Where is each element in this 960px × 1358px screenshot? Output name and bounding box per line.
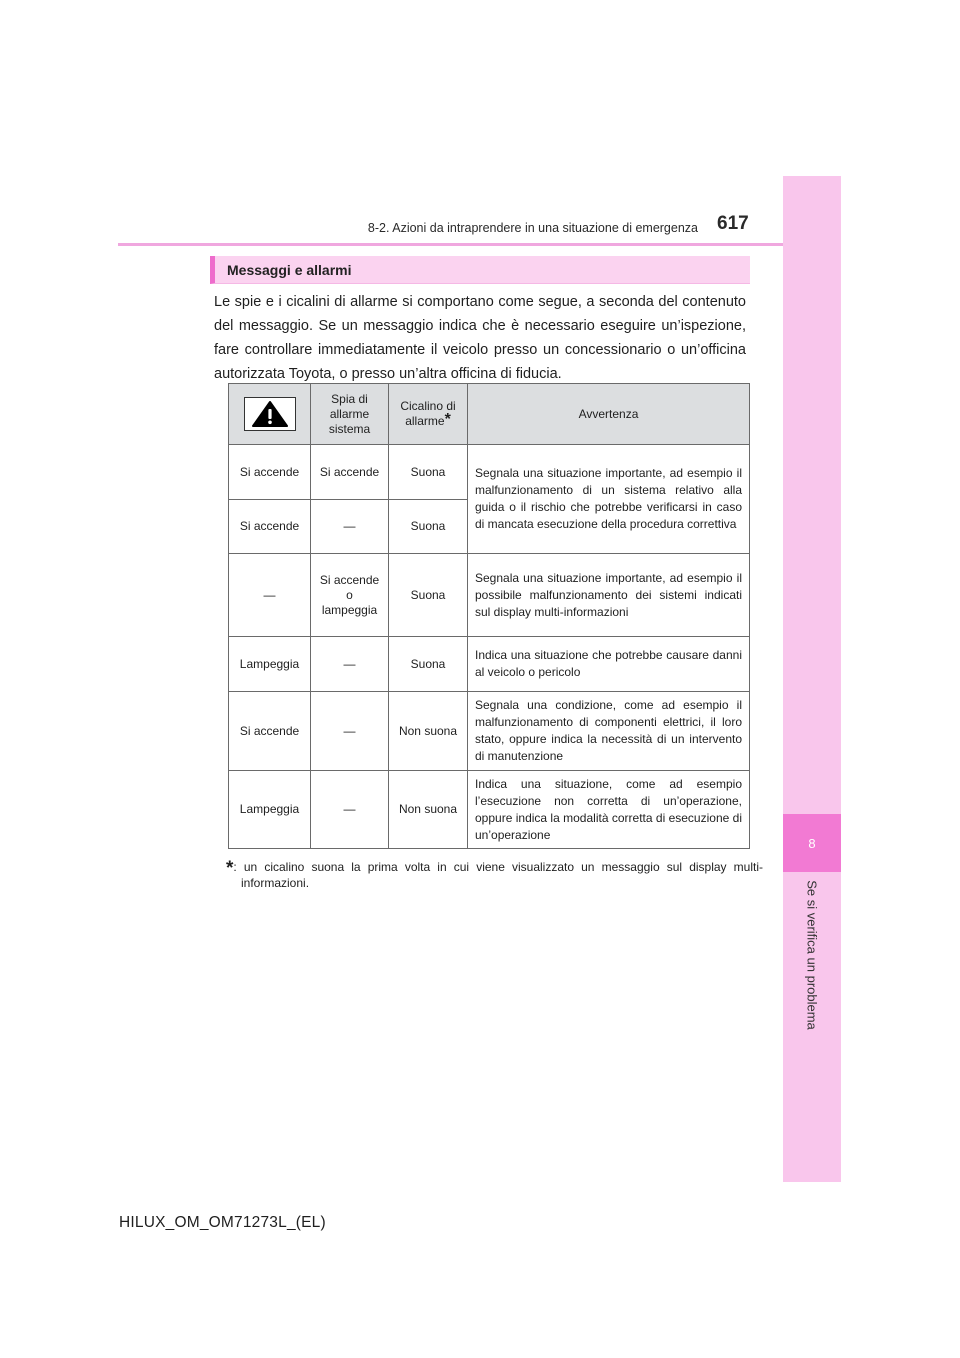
header-buzzer-text: Cicalino di allarme	[400, 399, 456, 428]
table-row	[229, 692, 750, 771]
section-title: 8-2. Azioni da intraprendere in una situazione di emergenza	[367, 221, 698, 235]
document-code: HILUX_OM_OM71273L_(EL)	[119, 1214, 326, 1231]
row-icon-state: Lampeggia	[229, 771, 311, 849]
row-icon-state: Si accende	[229, 500, 311, 554]
warning-table	[228, 383, 750, 849]
row-light-state: —	[311, 771, 389, 849]
table-row	[229, 554, 750, 637]
header-divider	[118, 243, 783, 246]
page-number: 617	[717, 213, 749, 234]
header-buzzer	[389, 384, 468, 445]
section-heading-text: Messaggi e allarmi	[227, 261, 352, 278]
row-warning-text: Segnala una situazione importante, ad esempio il possibile malfunzionamento dei sistemi indicati sul display multi-informazioni	[468, 554, 750, 637]
row-buzzer-state: Suona	[389, 445, 468, 500]
chapter-side-tab	[783, 176, 841, 1182]
chapter-number: 8	[783, 814, 841, 872]
section-heading	[210, 256, 750, 284]
row-buzzer-state: Non suona	[389, 692, 468, 771]
table-row	[229, 445, 750, 500]
row-light-state: Si accende	[311, 445, 389, 500]
row-icon-state: Si accende	[229, 692, 311, 771]
header-buzzer-mark: *	[444, 411, 451, 428]
chapter-title: Se si verifica un problema	[804, 880, 820, 1030]
header-system-light: Spia di allarme sistema	[311, 384, 389, 445]
intro-paragraph: Le spie e i cicalini di allarme si comportano come segue, a seconda del contenuto del messaggio. Se un messaggio indica che è necessario eseguire un’ispezione, fare controllare immediatamente il veicolo presso un concessionario o un’officina autorizzata Toyota, o presso un’altra officina di fiducia.	[214, 294, 746, 382]
footnote-mark: *	[226, 858, 234, 879]
row-light-state: —	[311, 692, 389, 771]
row-light-state: —	[311, 500, 389, 554]
row-buzzer-state: Suona	[389, 554, 468, 637]
header-icon-cell	[229, 384, 311, 445]
row-buzzer-state: Suona	[389, 500, 468, 554]
row-warning-text: Indica una situazione, come ad esempio l’esecuzione non corretta di un’operazione, oppure indica la modalità corretta di esecuzione di un’operazione	[468, 771, 750, 849]
header-warning: Avvertenza	[468, 384, 750, 445]
table-row	[229, 637, 750, 692]
table-row	[229, 771, 750, 849]
table-footnote	[226, 858, 763, 891]
row-warning-text: Indica una situazione che potrebbe causare danni al veicolo o pericolo	[468, 637, 750, 692]
table-header-row	[229, 384, 750, 445]
footnote-text: : un cicalino suona la prima volta in cui viene visualizzato un messaggio sul display multi-informazioni.	[233, 860, 763, 890]
row-warning-text: Segnala una situazione importante, ad esempio il malfunzionamento di un sistema relativo alla guida o il rischio che potrebbe verificarsi in caso di mancata esecuzione della procedura correttiva	[468, 445, 750, 554]
row-buzzer-state: Non suona	[389, 771, 468, 849]
row-icon-state: Lampeggia	[229, 637, 311, 692]
row-warning-text: Segnala una condizione, come ad esempio il malfunzionamento di componenti elettrici, il loro stato, oppure indica la necessità di un intervento di manutenzione	[468, 692, 750, 771]
row-light-state: —	[311, 637, 389, 692]
row-buzzer-state: Suona	[389, 637, 468, 692]
row-icon-state: Si accende	[229, 445, 311, 500]
warning-triangle-icon	[244, 397, 296, 431]
row-light-state: Si accende o lampeggia	[311, 554, 389, 637]
row-icon-state: —	[229, 554, 311, 637]
